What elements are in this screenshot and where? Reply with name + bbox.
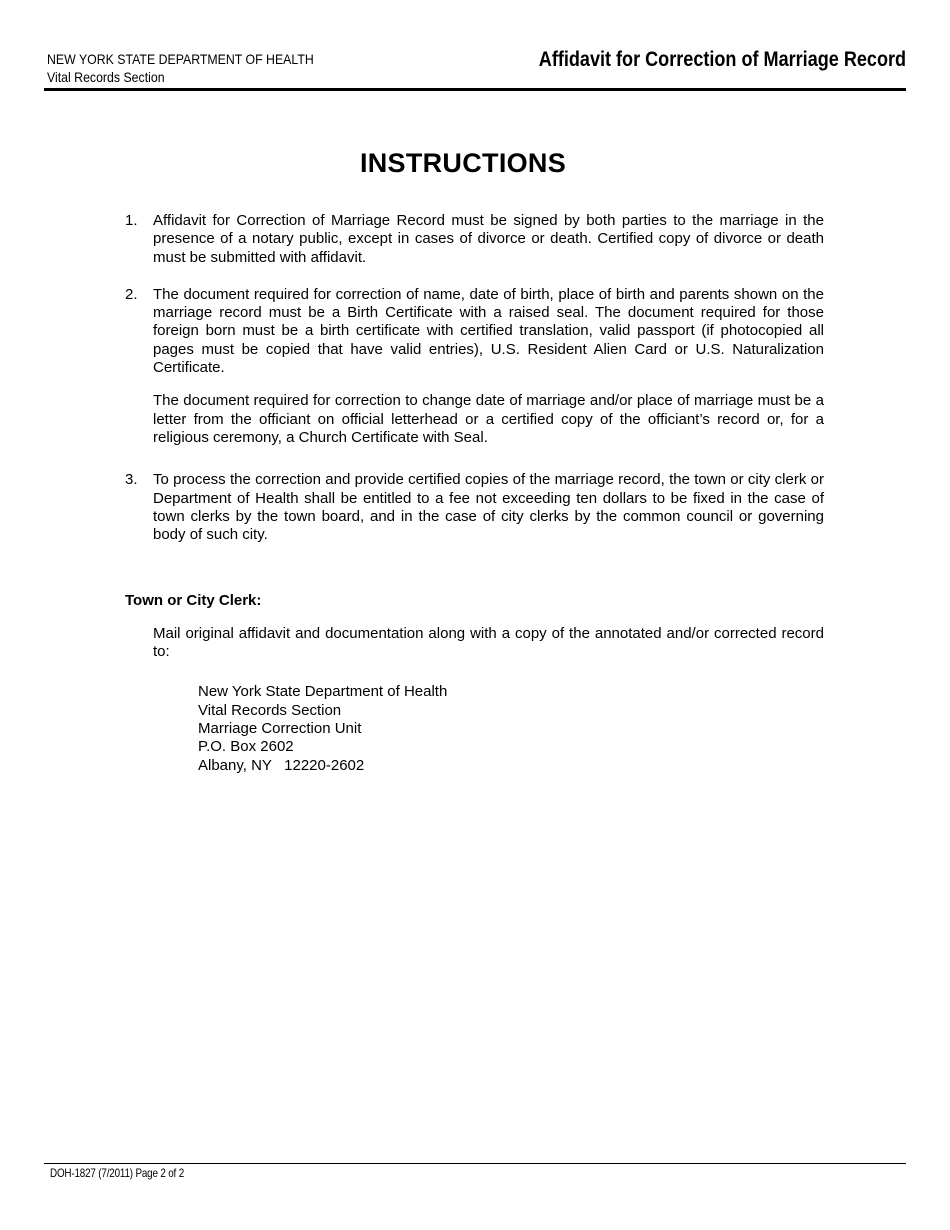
section-name: Vital Records Section [47, 69, 165, 85]
mailing-address [125, 683, 824, 774]
clerk-instructions: Mail original affidavit and documentation along with a copy of the annotated and/or corrected record to: [153, 624, 824, 661]
address-line-3: Marriage Correction Unit [198, 719, 362, 737]
header-agency [47, 50, 314, 86]
item-number: 2. [125, 285, 138, 303]
instruction-item-1 [125, 212, 824, 267]
page-header [44, 48, 906, 91]
item-paragraph-2: The document required for correction to change date of marriage and/or place of marriage must be a letter from the officiant on official letterhead or a certified copy of the officiant’s record or, for a religious ceremony, a Church Certificate with Seal. [153, 392, 824, 446]
item-text: To process the correction and provide certified copies of the marriage record, the town or city clerk or Department of Health shall be entitled to a fee not exceeding ten dollars to be fixed in the case of town clerks by the town board, and in the case of city clerks by the common council or governing body of such city. [153, 471, 824, 544]
item-number: 1. [125, 212, 138, 229]
address-line-2: Vital Records Section [198, 701, 342, 719]
item-paragraph-1: The document required for correction of name, date of birth, place of birth and parents shown on the marriage record must be a Birth Certificate with a raised seal. The document required for those foreign born must be a birth certificate with certified translation, valid passport (if photocopied all pages must be copied that have valid entries), U.S. Resident Alien Card or U.S. Naturalization Certificate. [153, 285, 824, 377]
form-title: Affidavit for Correction of Marriage Record [538, 48, 906, 71]
item-text: Affidavit for Correction of Marriage Record must be signed by both parties to the marriage in the presence of a notary public, except in cases of divorce or death. Certified copy of divorce or death must be submitted with affidavit. [153, 212, 824, 266]
clerk-heading: Town or City Clerk: [125, 592, 262, 610]
address-line-4: P.O. Box 2602 [198, 738, 294, 756]
page-title: INSTRUCTIONS [359, 148, 567, 178]
page-footer [44, 1163, 906, 1180]
address-line-5: Albany, NY 12220-2602 [198, 756, 365, 774]
form-id: DOH-1827 (7/2011) Page 2 of 2 [50, 1166, 185, 1180]
department-name: NEW YORK STATE DEPARTMENT OF HEALTH [47, 51, 314, 67]
address-line-1: New York State Department of Health [198, 683, 448, 701]
instruction-item-2 [125, 286, 824, 447]
instructions-body [125, 212, 824, 775]
instruction-item-3 [125, 471, 824, 544]
item-number: 3. [125, 471, 138, 489]
